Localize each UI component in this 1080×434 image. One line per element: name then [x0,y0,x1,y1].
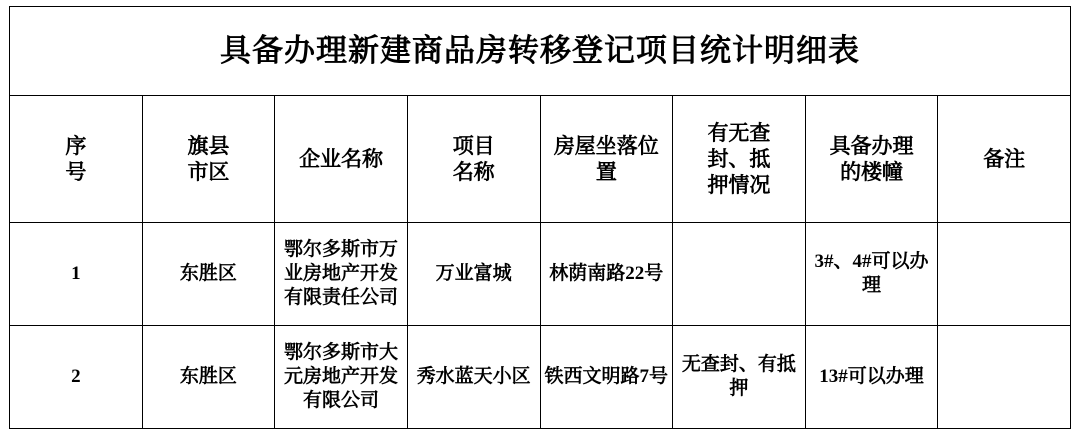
cell-seq: 1 [10,223,143,326]
cell-district: 东胜区 [142,326,275,429]
cell-district: 东胜区 [142,223,275,326]
cell-enterprise: 鄂尔多斯市大元房地产开发有限公司 [275,326,408,429]
page-title: 具备办理新建商品房转移登记项目统计明细表 [10,7,1071,96]
column-header-district-line-2: 市区 [187,160,230,184]
cell-location: 铁西文明路7号 [540,326,673,429]
column-header-project-line-1: 项目 [452,133,495,158]
document-page [0,6,1080,434]
column-header-buildings-line-2: 的楼幢 [840,160,904,184]
column-header-enterprise: 企业名称 [275,96,408,223]
cell-project: 万业富城 [407,223,540,326]
column-header-project [407,96,540,223]
table-row [10,326,1071,429]
cell-seq: 2 [10,326,143,429]
table-header-row [10,96,1071,223]
table-row [10,223,1071,326]
column-header-seq [10,96,143,223]
column-header-remarks: 备注 [938,96,1071,223]
cell-project: 秀水蓝天小区 [407,326,540,429]
column-header-seq-line-1: 序 [65,133,87,158]
cell-enterprise: 鄂尔多斯市万业房地产开发有限责任公司 [275,223,408,326]
cell-location: 林荫南路22号 [540,223,673,326]
cell-buildings: 13#可以办理 [805,326,938,429]
cell-encumbrance: 无查封、有抵押 [673,326,806,429]
column-header-location: 房屋坐落位置 [540,96,673,223]
column-header-district-line-1: 旗县 [187,133,230,158]
column-header-encumbrance-line-1: 有无查 [707,120,771,145]
column-header-encumbrance-line-2: 封、抵 [707,146,771,171]
column-header-encumbrance [673,96,806,223]
statistics-table [9,6,1071,429]
column-header-encumbrance-line-3: 押情况 [707,173,771,198]
title-row [10,7,1071,96]
cell-encumbrance [673,223,806,326]
column-header-seq-line-2: 号 [65,160,87,184]
cell-remarks [938,223,1071,326]
cell-buildings: 3#、4#可以办理 [805,223,938,326]
column-header-buildings-line-1: 具备办理 [829,133,914,158]
column-header-buildings [805,96,938,223]
column-header-project-line-2: 名称 [452,160,495,184]
column-header-district [142,96,275,223]
cell-remarks [938,326,1071,429]
